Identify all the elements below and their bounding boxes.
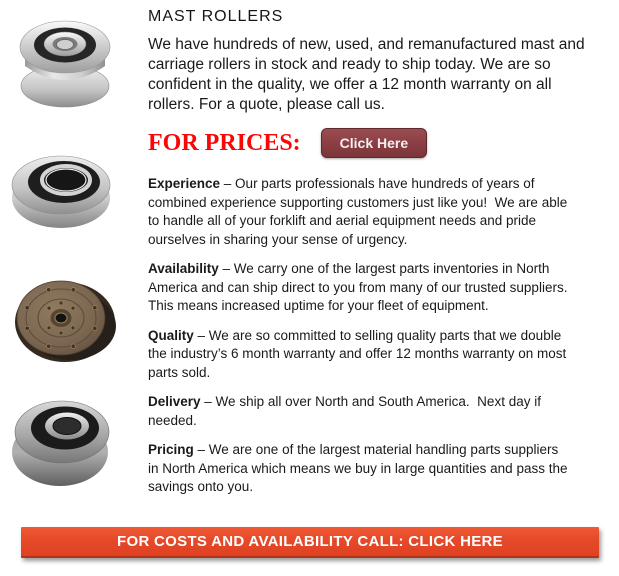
dark-roller-bearing-photo: [9, 392, 115, 494]
dark-roller-bearing-image: [9, 392, 115, 494]
click-here-button[interactable]: Click Here: [321, 128, 427, 158]
for-prices-row: [148, 127, 610, 159]
main-content: [148, 8, 610, 508]
bronze-sheave-pulley-image: [13, 276, 117, 364]
section-text-quality: – We are so committed to selling quality parts that we double the industry’s 6 month warranty and offer 12 months warranty on most parts sold.: [148, 327, 570, 380]
section-experience: [148, 175, 572, 249]
footer-call-banner-label: FOR COSTS AND AVAILABILITY CALL: CLICK HERE: [117, 533, 503, 550]
section-text-availability: – We carry one of the largest parts inventories in North America and can ship direct to you from many of our trusted suppliers. This means increased uptime for your fleet of equipment.: [148, 261, 571, 313]
info-sections: [148, 175, 572, 497]
bronze-sheave-pulley-photo: [13, 276, 117, 364]
footer-call-banner[interactable]: [21, 527, 599, 558]
for-prices-label: FOR PRICES:: [148, 129, 301, 156]
section-text-pricing: – We are one of the largest material handling parts suppliers in North America which means we buy in large quantities and pass the savings onto you.: [148, 442, 572, 494]
intro-paragraph: We have hundreds of new, used, and remanufactured mast and carriage rollers in stock and ready to ship today. We are so confident in the quality, we offer a 12 month warranty on all rollers. For a quote, please call us.: [148, 36, 585, 113]
flanged-mast-roller-photo: [16, 10, 116, 112]
section-pricing: [148, 441, 572, 497]
section-heading-pricing: Pricing: [148, 442, 194, 457]
mast-roller-bearing-image: [7, 150, 117, 238]
section-heading-quality: Quality: [148, 327, 194, 343]
mast-roller-bearing-photo: [7, 150, 117, 238]
section-availability: [148, 260, 572, 316]
section-text-delivery: – We ship all over North and South America. Next day if needed.: [148, 394, 545, 428]
section-delivery: [148, 393, 572, 430]
section-quality: [148, 327, 572, 383]
section-heading-availability: Availability: [148, 261, 219, 276]
flanged-mast-roller-image: [16, 10, 116, 112]
page-title: MAST ROLLERS: [148, 8, 284, 25]
section-heading-delivery: Delivery: [148, 394, 201, 409]
section-text-experience: – Our parts professionals have hundreds of years of combined experience supporting customers just like you! We are able to handle all of your forklift and aerial equipment needs and pride ourselves in sharing your sense of urgency.: [148, 176, 571, 247]
section-heading-experience: Experience: [148, 176, 221, 191]
